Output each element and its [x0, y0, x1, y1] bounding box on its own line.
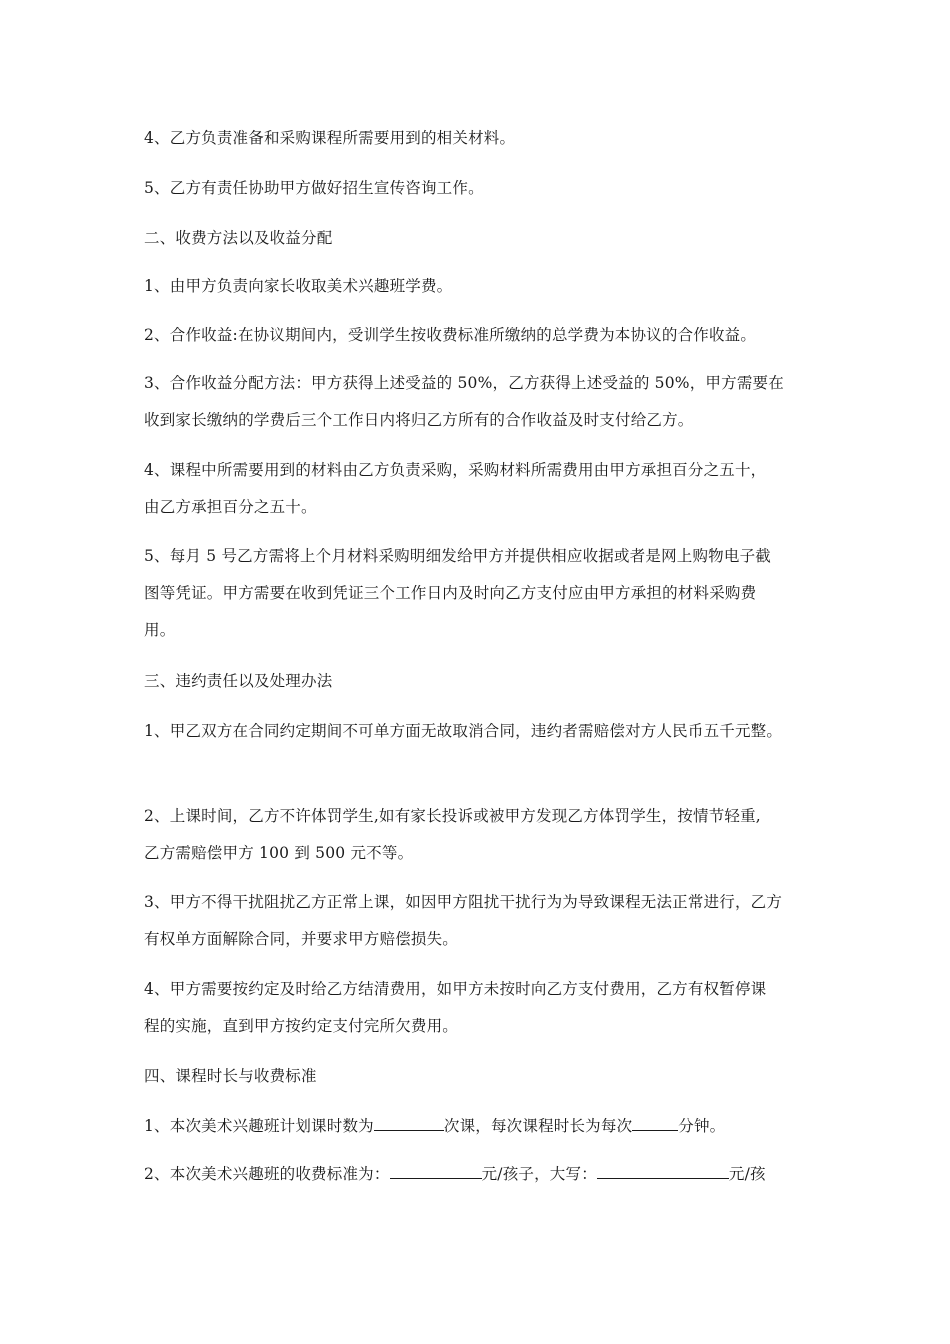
clause-2-fee-suffix: 元/孩 — [728, 1165, 766, 1183]
fee-amount-uppercase-blank[interactable] — [597, 1163, 729, 1179]
clause-1-tuition: 1、由甲方负责向家长收取美术兴趣班学费。 — [144, 277, 453, 295]
clause-4-prepare-materials: 4、乙方负责准备和采购课程所需要用到的相关材料。 — [144, 129, 516, 147]
clause-1-hours — [144, 1115, 725, 1136]
section-heading-breach: 三、违约责任以及处理办法 — [144, 672, 333, 690]
clause-3-distribution-line1: 3、合作收益分配方法：甲方获得上述受益的 50%，乙方获得上述受益的 50%，甲方需要在 — [144, 374, 784, 392]
clause-2-fee-prefix: 2、本次美术兴趣班的收费标准为： — [144, 1165, 390, 1183]
clause-2-punishment-line1: 2、上课时间，乙方不许体罚学生,如有家长投诉或被甲方发现乙方体罚学生，按情节轻重, — [144, 807, 761, 825]
clause-1-hours-suffix: 分钟。 — [678, 1117, 726, 1135]
clause-2-punishment-line2: 乙方需赔偿甲方 100 到 500 元不等。 — [144, 844, 414, 862]
clause-5-recruitment: 5、乙方有责任协助甲方做好招生宣传咨询工作。 — [144, 179, 484, 197]
clause-2-fee-middle: 元/孩子，大写： — [481, 1165, 597, 1183]
clause-4-materials-line1: 4、课程中所需要用到的材料由乙方负责采购，采购材料所需费用由甲方承担百分之五十， — [144, 461, 767, 479]
session-minutes-blank[interactable] — [632, 1115, 678, 1131]
sessions-count-blank[interactable] — [374, 1115, 444, 1131]
clause-4-payment-line2: 程的实施，直到甲方按约定支付完所欠费用。 — [144, 1017, 459, 1035]
clause-2-revenue: 2、合作收益:在协议期间内，受训学生按收费标准所缴纳的总学费为本协议的合作收益。 — [144, 326, 757, 344]
clause-5-receipts-line2: 图等凭证。甲方需要在收到凭证三个工作日内及时向乙方支付应由甲方承担的材料采购费 — [144, 584, 757, 602]
clause-4-materials-line2: 由乙方承担百分之五十。 — [144, 498, 317, 516]
clause-3-interference-line1: 3、甲方不得干扰阻扰乙方正常上课，如因甲方阻扰干扰行为为导致课程无法正常进行，乙方 — [144, 893, 783, 911]
clause-2-fee — [144, 1163, 766, 1184]
section-heading-duration: 四、课程时长与收费标准 — [144, 1067, 317, 1085]
clause-1-cancellation: 1、甲乙双方在合同约定期间不可单方面无故取消合同，违约者需赔偿对方人民币五千元整。 — [144, 722, 783, 740]
fee-amount-blank[interactable] — [390, 1163, 482, 1179]
clause-5-receipts-line3: 用。 — [144, 621, 176, 639]
section-heading-fees: 二、收费方法以及收益分配 — [144, 229, 333, 247]
clause-4-payment-line1: 4、甲方需要按约定及时给乙方结清费用，如甲方未按时向乙方支付费用，乙方有权暂停课 — [144, 980, 767, 998]
clause-3-distribution-line2: 收到家长缴纳的学费后三个工作日内将归乙方所有的合作收益及时支付给乙方。 — [144, 411, 694, 429]
clause-1-hours-prefix: 1、本次美术兴趣班计划课时数为 — [144, 1117, 374, 1135]
clause-5-receipts-line1: 5、每月 5 号乙方需将上个月材料采购明细发给甲方并提供相应收据或者是网上购物电子截 — [144, 547, 771, 565]
clause-3-interference-line2: 有权单方面解除合同，并要求甲方赔偿损失。 — [144, 930, 459, 948]
clause-1-hours-middle: 次课，每次课程时长为每次 — [443, 1117, 633, 1135]
